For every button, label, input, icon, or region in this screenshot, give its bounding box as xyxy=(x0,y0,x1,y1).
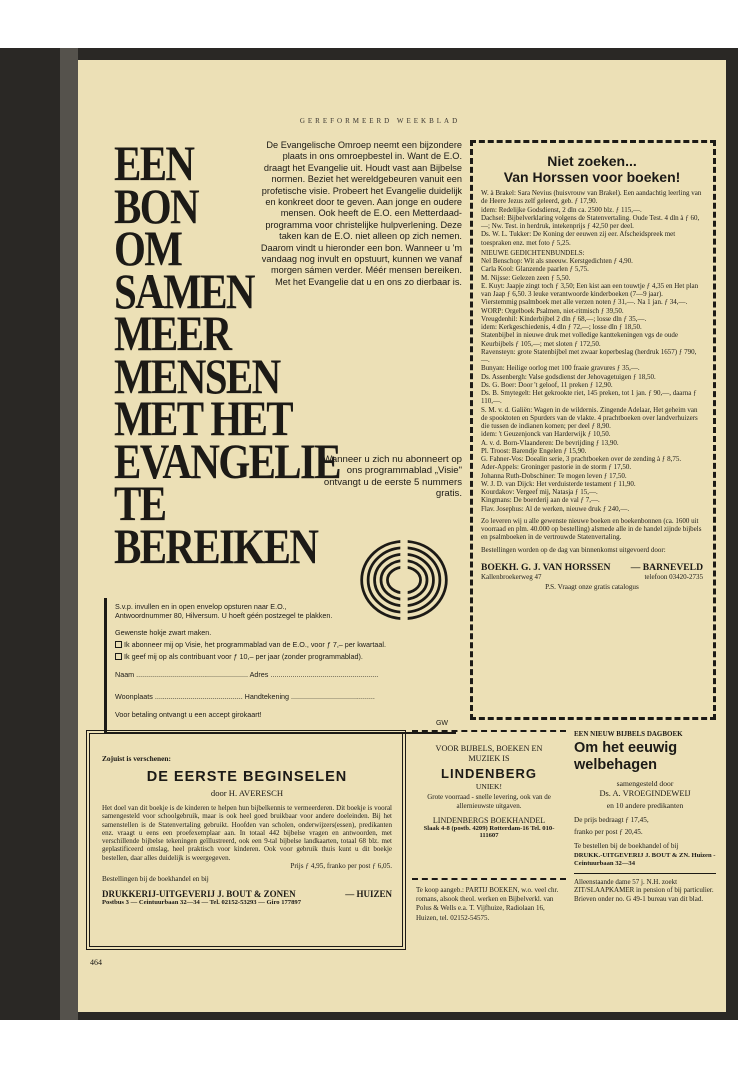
book-entry: Statenbijbel in nieuwe druk met volledige kanttekeningen vgs de oude Keurbijbels ƒ 105,—; met sloten ƒ 172,50. xyxy=(481,331,678,348)
book-title: DE EERSTE BEGINSELEN xyxy=(146,769,348,785)
book-entry: WORP: Orgelboek Psalmen, niet-ritmisch ƒ 39,50. xyxy=(481,306,624,315)
book-entry: Flav. Josephus: Al de werken, nieuwe druk ƒ 240,—. xyxy=(481,504,630,513)
book-title: Om het eeuwig welbehagen xyxy=(574,740,678,773)
classified-room-wanted: Alleenstaande dame 57 j. N.H. zoekt ZIT/SLAAPKAMER in pension of bij particulier. Brieven onder no. G 49-1 bureau van dit blad. xyxy=(574,873,716,904)
book-entry: Ravensteyn: grote Statenbijbel met zwaar koperbeslag (herdruk 1657) ƒ 790,—. xyxy=(481,347,697,364)
ad-description: Grote voorraad - snelle levering, ook van de allernieuwste uitgaven. xyxy=(427,793,551,811)
order-note: Bestellingen bij de boekhandel en bij xyxy=(102,875,209,884)
book-author: Ds. A. VROEGINDEWEIJ xyxy=(599,789,691,798)
book-price: De prijs bedraagt ƒ 17,45, xyxy=(574,816,649,824)
ad-intro-line2: MUZIEK IS xyxy=(468,754,510,763)
ad-title-line1: Niet zoeken... xyxy=(547,153,637,169)
shop-address: Slaak 4-8 (postb. 4209) Rotterdam-16 Tel. 010-111607 xyxy=(423,824,555,840)
page-gutter xyxy=(60,48,78,1020)
headline-line: SAMEN xyxy=(114,262,254,319)
headline-line: MENSEN xyxy=(114,347,280,404)
coupon-name-address-line[interactable]: Naam ........................................................ Adres ...................................................... xyxy=(115,670,379,679)
book-entry: W. J. D. van Dijck: Het verduisterde testament ƒ 11,90. xyxy=(481,479,636,488)
book-entry: Ader-Appels: Groninger pastorie in de storm ƒ 17,50. xyxy=(481,463,632,472)
coupon-choose-hint: Gewenste hokje zwart maken. xyxy=(115,628,212,637)
coupon-payment-note: Voor betaling ontvangt u een accept girokaart! xyxy=(115,710,262,719)
running-head: GEREFORMEERD WEEKBLAD xyxy=(299,117,461,125)
book-entry: E. Kuyt: Jaapje zingt toch ƒ 3,50; Een kist aan een touwtje ƒ 4,35 en Het plan van Jaap ƒ 6,50. 3 leuke verantwoorde kinderboeken (7—9 jaar). xyxy=(481,281,699,298)
book-entry: M. Nijsse: Gelezen zeen ƒ 5,50. xyxy=(481,273,571,282)
eo-advertisement xyxy=(104,132,462,738)
publisher-address: Postbus 3 — Ceintuurbaan 32—34 — Tel. 02152-53293 — Giro 177897 xyxy=(102,899,301,907)
ad-title-line2: Van Horssen voor boeken! xyxy=(503,169,681,185)
order-note: Te bestellen bij de boekhandel of bij xyxy=(574,842,679,850)
bout-advertisement xyxy=(86,730,406,950)
checkbox-icon[interactable] xyxy=(115,641,122,648)
checkbox-icon[interactable] xyxy=(115,653,122,660)
order-note: Bestellingen worden op de dag van binnenkomst uitgevoerd door: xyxy=(481,545,666,554)
book-list xyxy=(481,189,703,554)
headline-line: MET HET xyxy=(114,390,293,446)
shop-name: BOEKH. G. J. VAN HORSSEN — BARNEVELD xyxy=(481,561,703,573)
van-horssen-advertisement xyxy=(470,140,716,720)
ad-intro-line1: VOOR BIJBELS, BOEKEN EN xyxy=(435,744,543,753)
shop-full-name: LINDENBERGS BOEKHANDEL xyxy=(432,815,546,825)
announcement-label: Zojuist is verschenen: xyxy=(102,754,171,763)
classified-books-for-sale: Te koop aangeb.: PARTIJ BOEKEN, w.o. veel chr. romans, alsook theol. werken en Bijbelverkl. van Polus & Wells e.a. T. Vijfhuize, Radiolaan 16, Huizen, tel. 02152-54575. xyxy=(412,878,566,923)
coupon-city-signature-line[interactable]: Woonplaats ............................................ Handtekening .......................................... xyxy=(115,692,375,701)
headline-line: EVANGELIE xyxy=(114,432,341,489)
coupon-instruction: S.v.p. invullen en in open envelop opsturen naar E.O., xyxy=(115,602,287,611)
shop-name: LINDENBERG xyxy=(441,766,537,781)
book-entry: Johanna Ruth-Dobschiner: Te mogen leven ƒ 17,50. xyxy=(481,471,627,480)
book-entry: Carla Kool: Glanzende paarlen ƒ 5,75. xyxy=(481,265,589,274)
headline-line: BEREIKEN xyxy=(114,517,318,574)
book-postage-price: franko per post ƒ 20,45. xyxy=(574,828,643,836)
co-authors: en 10 andere predikanten xyxy=(606,801,684,810)
ad-tagline: UNIEK! xyxy=(475,782,503,791)
coupon-option-visie[interactable]: Ik abonneer mij op Visie, het programmablad van de E.O., voor ƒ 7,– per kwartaal. xyxy=(115,640,386,649)
supply-note: Zo leveren wij u alle gewenste nieuwe boeken en boekenbonnen (ca. 1600 uit voorraad en plm. 40.000 op bestelling) alsmede alle in de handel zijnde bijbels en psalmboeken in de vertrouwde Statenvertaling. xyxy=(481,516,702,542)
publisher: DRUKK.-UITGEVERIJ J. BOUT & ZN. Huizen - Ceintuurbaan 32—34 xyxy=(574,852,716,867)
publisher-name: DRUKKERIJ-UITGEVERIJ J. BOUT & ZONEN — HUIZEN xyxy=(102,889,392,900)
book-entry: Vreugdenhil: Kinderbijbel 2 dln ƒ 68,—; losse dln ƒ 35,—. xyxy=(481,314,647,323)
book-description: Het doel van dit boekje is de kinderen te helpen hun bijbelkennis te vermeerderen. Dit boekje is vooral samengesteld voor schoolgebruik, maar is ook heel goed bruikbaar voor andere doeleinden. Bij het samenstellen is de Statenvertaling gebruikt. Hoofden van scholen, onderwijzers(essen), predikanten enz. vraagt u eens een proefexemplaar aan. In totaal 442 bijbelse vragen en antwoorden, met verschillende bijbelse tekeningen geïllustreerd, ook een 9-tal bijbelse landkaarten, totaal 68 blz. met geplastificeerd omslag, heel praktisch voor kinderen. Ook voor gebruik thuis kunt u dit boekje bestellen, daar alles duidelijk is weergegeven. xyxy=(102,804,392,862)
headline-line: EEN xyxy=(114,135,194,191)
book-entry: Ds. B. Smytegelt: Het gekrookte riet, 145 preken, tot 1 jan. ƒ 90,—, daarna ƒ 110,—. xyxy=(481,389,697,406)
book-entry: W. à Brakel: Sara Nevius (huisvrouw van Brakel). Een aandachtig leerling van de Heere Jezus zelf geleerd, geb. ƒ 17,90. xyxy=(481,189,702,206)
book-entry: Kingmans: De boerderij aan de val ƒ 7,—. xyxy=(481,496,600,505)
book-entry: idem: 't Geuzenjonck van Harderwijk ƒ 10,50. xyxy=(481,430,611,439)
coupon-code: GW xyxy=(435,720,448,727)
compiled-by: samengesteld door xyxy=(616,779,674,788)
eo-subscribe-text: Wanneer u zich nu abonneert op ons programmablad „Visie" ontvangt u de eerste 5 nummers gratis. xyxy=(323,454,462,500)
ad-kicker: EEN NIEUW BIJBELS DAGBOEK xyxy=(574,730,683,738)
book-entry: Ds. Assenbergh: Valse godsdienst der Jehovagetuigen ƒ 18,50. xyxy=(481,372,656,381)
book-entry: Pl. Troost: Barendje Engelen ƒ 15,90. xyxy=(481,446,587,455)
book-entry: Ds. G. Boer: Door 't geloof, 11 preken ƒ 12,90. xyxy=(481,380,613,389)
book-price: Prijs ƒ 4,95, franko per post ƒ 6,05. xyxy=(290,862,392,871)
book-entry: Vierstemmig psalmboek met alle verzen noten ƒ 31,—. Na 1 jan. ƒ 34,—. xyxy=(481,298,688,307)
book-entry: A. v. d. Born-Vlaanderen: De bevrijding ƒ 13,90. xyxy=(481,438,619,447)
headline-line: OM xyxy=(114,220,182,276)
headline-line: TE xyxy=(114,475,166,531)
book-entry: Ds. W. L. Tukker: De Koning der eeuwen zij eer. Afscheidspreek met toespraken enz. met foto ƒ 5,25. xyxy=(481,230,676,247)
book-entry: S. M. v. d. Galiën: Wagen in de wildernis. Zingende Adelaar, Het geheim van de spooktoten en Spurders van de vlakte. 4 prachtboeken over landverhuizers die tussen de indianen komen; per deel ƒ 8,90. xyxy=(481,405,698,430)
book-entry: Kourdakov: Vergeef mij, Natasja ƒ 15,—. xyxy=(481,488,598,496)
eo-body-text: De Evangelische Omroep neemt een bijzondere plaats in ons omroepbestel in. Want de E.O. draagt het Evangelie uit. Houdt vast aan Bijbelse normen. Beziet het wereldgebeuren vanuit een profetische visie. Probeert het Evangelie duidelijk en konkreet door te geven. Aan jonge en oudere mensen. Ook heeft de E.O. een Metterdaad-programma voor christelijke hulpverlening. Deze taken kan de E.O. niet alleen op zich nemen. Daarom vindt u hieronder een bon. Wanneer u 'm vandaag nog invult en opstuurt, kunnen we vanaf morgen sámen verder. Méér mensen bereiken. Met het Evangelie dat u en ons zo dierbaar is. xyxy=(260,140,462,287)
catalogue-note: P.S. Vraagt onze gratis catalogus xyxy=(545,582,639,591)
headline-line: BON xyxy=(114,177,198,234)
coupon-address: Antwoordnummer 80, Hilversum. U hoeft géén postzegel te plakken. xyxy=(115,611,333,620)
coupon-option-contribuant[interactable]: Ik geef mij op als contribuant voor ƒ 10,– per jaar (zonder programmablad). xyxy=(115,652,363,661)
shop-address: Kallenbroekerweg 47 telefoon 03420-2735 xyxy=(481,572,703,581)
book-entry: NIEUWE GEDICHTENBUNDELS: xyxy=(481,248,585,257)
subscription-coupon xyxy=(104,598,456,734)
book-entry: Dachsel: Bijbelverklaring volgens de Statenvertaling. Oude Test. 4 dln à ƒ 60,—; Nw. Test. in herdruk, intekenprijs ƒ 42,50 per deel. xyxy=(481,213,700,230)
book-entry: Nel Benschop: Wit als sneeuw. Kerstgedichten ƒ 4,90. xyxy=(481,257,633,265)
book-entry: Bunyan: Heilige oorlog met 100 fraaie gravures ƒ 35,—. xyxy=(481,364,640,373)
headline-line: MEER xyxy=(114,305,231,361)
book-entry: idem: Redelijke Godsdienst, 2 dln ca. 2500 blz. ƒ 115,—. xyxy=(481,205,642,214)
dagboek-advertisement xyxy=(572,730,718,903)
book-author: door H. AVERESCH xyxy=(210,788,284,798)
book-entry: G. Fahner-Vos: Doealin serie, 3 prachtboeken over de zending à ƒ 8,75. xyxy=(481,455,682,463)
book-entry: idem: Kerkgeschiedenis, 4 dln ƒ 72,—; losse dln ƒ 18,50. xyxy=(481,323,642,331)
page-number: 464 xyxy=(90,958,102,967)
